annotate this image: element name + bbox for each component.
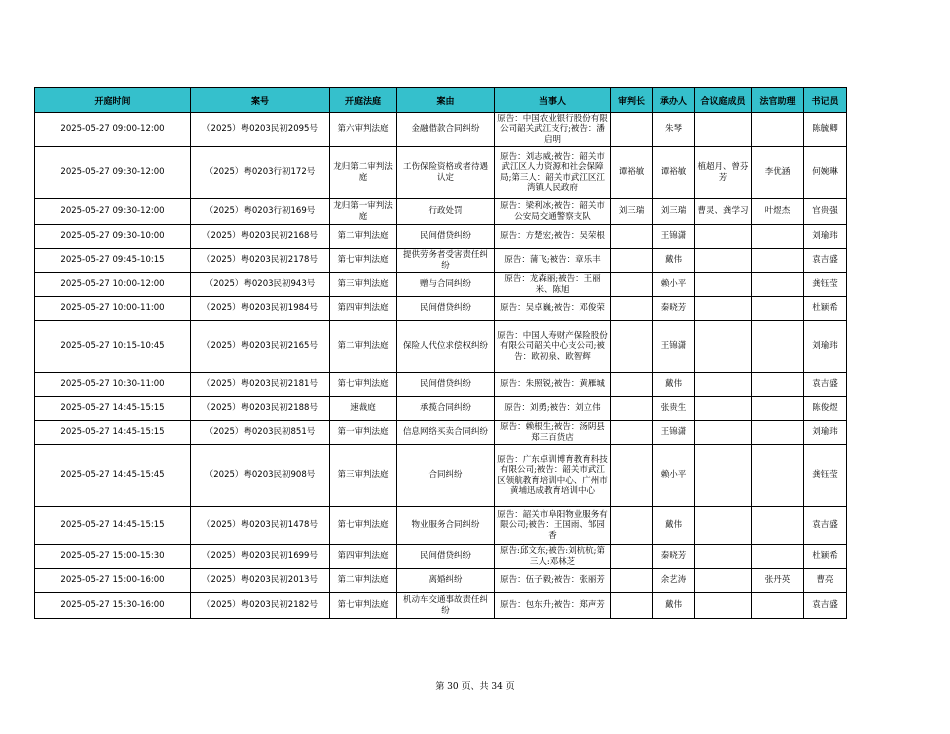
judge-assistant-cell [752,113,804,147]
hearing-time-cell: 2025-05-27 09:45-10:15 [35,249,191,273]
panel-members-cell [695,421,752,445]
cause-cell: 民间借贷纠纷 [397,373,495,397]
chief-judge-cell [611,249,653,273]
courtroom-cell: 第二审判法庭 [330,569,397,593]
cause-cell: 承揽合同纠纷 [397,397,495,421]
handler-cell: 刘三瑞 [653,199,695,225]
parties-cell: 原告：龙森丽;被告：王丽米、陈旭 [495,273,611,297]
courtroom-cell: 龙归第二审判法庭 [330,147,397,199]
judge-assistant-cell [752,593,804,619]
handler-cell: 王锦潇 [653,225,695,249]
table-row [35,545,847,569]
handler-cell: 秦晓芳 [653,297,695,321]
cause-cell: 金融借款合同纠纷 [397,113,495,147]
case-number-cell: （2025）粤0203民初1984号 [191,297,330,321]
header-row [35,88,847,113]
panel-members-cell [695,593,752,619]
clerk-cell: 陈毓卿 [804,113,847,147]
cause-cell: 物业服务合同纠纷 [397,507,495,545]
hearing-schedule-table [34,87,847,619]
case-number-cell: （2025）粤0203行初169号 [191,199,330,225]
parties-cell: 原告：赖根生;被告：汤阴县郑三百货店 [495,421,611,445]
chief-judge-cell [611,421,653,445]
handler-cell: 王锦潇 [653,321,695,373]
cause-cell: 民间借贷纠纷 [397,545,495,569]
clerk-cell: 官贵强 [804,199,847,225]
case-number-cell: （2025）粤0203民初2188号 [191,397,330,421]
clerk-cell: 刘瑜玮 [804,321,847,373]
parties-cell: 原告：吴卓巍;被告：邓俊荣 [495,297,611,321]
parties-cell: 原告：刘勇;被告：刘立伟 [495,397,611,421]
parties-cell: 原告:邱文东;被告:刘杭杭;第三人:邓林芝 [495,545,611,569]
courtroom-cell: 龙归第一审判法庭 [330,199,397,225]
parties-cell: 原告：伍子毅;被告：张丽芳 [495,569,611,593]
parties-cell: 原告：梁利冰;被告：韶关市公安局交通警察支队 [495,199,611,225]
panel-members-cell [695,545,752,569]
clerk-cell: 杜颖希 [804,297,847,321]
parties-cell: 原告：包东升;被告：郑声芳 [495,593,611,619]
table-row [35,421,847,445]
parties-cell: 原告：广东卓训博育教育科技有限公司;被告：韶关市武江区领航教育培训中心、广州市黄埔迅成教育培训中心 [495,445,611,507]
clerk-cell: 龚钰莹 [804,445,847,507]
chief-judge-cell [611,569,653,593]
panel-members-cell [695,445,752,507]
case-number-cell: （2025）粤0203民初2168号 [191,225,330,249]
hearing-time-cell: 2025-05-27 15:00-16:00 [35,569,191,593]
hearing-time-cell: 2025-05-27 10:00-12:00 [35,273,191,297]
judge-assistant-cell: 李优涵 [752,147,804,199]
chief-judge-cell [611,297,653,321]
judge-assistant-cell [752,297,804,321]
col-chief-judge-header: 审判长 [611,88,653,113]
courtroom-cell: 第二审判法庭 [330,321,397,373]
parties-cell: 原告：刘志威;被告：韶关市武江区人力资源和社会保障局;第三人：韶关市武江区江湾镇人民政府 [495,147,611,199]
hearing-time-cell: 2025-05-27 09:00-12:00 [35,113,191,147]
courtroom-cell: 第七审判法庭 [330,373,397,397]
courtroom-cell: 第四审判法庭 [330,545,397,569]
table-row [35,249,847,273]
col-case-number-header: 案号 [191,88,330,113]
parties-cell: 原告：中国人寿财产保险股份有限公司韶关中心支公司;被告：欧初泉、欧智辉 [495,321,611,373]
judge-assistant-cell [752,397,804,421]
panel-members-cell [695,249,752,273]
judge-assistant-cell [752,273,804,297]
parties-cell: 原告：韶关市阜阳物业服务有限公司;被告：王国雨、邹园香 [495,507,611,545]
handler-cell: 戴伟 [653,373,695,397]
handler-cell: 赖小平 [653,445,695,507]
case-number-cell: （2025）粤0203民初1699号 [191,545,330,569]
judge-assistant-cell [752,225,804,249]
chief-judge-cell [611,397,653,421]
panel-members-cell [695,397,752,421]
chief-judge-cell [611,321,653,373]
judge-assistant-cell [752,373,804,397]
hearing-time-cell: 2025-05-27 14:45-15:15 [35,397,191,421]
judge-assistant-cell [752,545,804,569]
panel-members-cell [695,225,752,249]
chief-judge-cell [611,273,653,297]
col-clerk-header: 书记员 [804,88,847,113]
col-hearing-time-header: 开庭时间 [35,88,191,113]
case-number-cell: （2025）粤0203民初943号 [191,273,330,297]
case-number-cell: （2025）粤0203民初908号 [191,445,330,507]
chief-judge-cell [611,507,653,545]
cause-cell: 赠与合同纠纷 [397,273,495,297]
clerk-cell: 袁吉盛 [804,507,847,545]
clerk-cell: 刘瑜玮 [804,225,847,249]
col-cause-header: 案由 [397,88,495,113]
chief-judge-cell [611,113,653,147]
chief-judge-cell [611,593,653,619]
cause-cell: 合同纠纷 [397,445,495,507]
handler-cell: 朱琴 [653,113,695,147]
clerk-cell: 曹亮 [804,569,847,593]
judge-assistant-cell [752,507,804,545]
clerk-cell: 何婉琳 [804,147,847,199]
cause-cell: 信息网络买卖合同纠纷 [397,421,495,445]
courtroom-cell: 第六审判法庭 [330,113,397,147]
cause-cell: 民间借贷纠纷 [397,225,495,249]
table-row [35,297,847,321]
cause-cell: 离婚纠纷 [397,569,495,593]
col-judge-assistant-header: 法官助理 [752,88,804,113]
table-row [35,593,847,619]
courtroom-cell: 第三审判法庭 [330,273,397,297]
hearing-time-cell: 2025-05-27 15:30-16:00 [35,593,191,619]
case-number-cell: （2025）粤0203民初2165号 [191,321,330,373]
table-row [35,225,847,249]
table-row [35,113,847,147]
table-row [35,273,847,297]
case-number-cell: （2025）粤0203民初2013号 [191,569,330,593]
panel-members-cell [695,297,752,321]
courtroom-cell: 第七审判法庭 [330,249,397,273]
judge-assistant-cell [752,249,804,273]
table-row [35,321,847,373]
cause-cell: 行政处罚 [397,199,495,225]
panel-members-cell: 植超月、曾芬芳 [695,147,752,199]
hearing-time-cell: 2025-05-27 15:00-15:30 [35,545,191,569]
handler-cell: 戴伟 [653,593,695,619]
hearing-time-cell: 2025-05-27 10:00-11:00 [35,297,191,321]
case-number-cell: （2025）粤0203民初851号 [191,421,330,445]
panel-members-cell [695,113,752,147]
clerk-cell: 杜颖希 [804,545,847,569]
col-courtroom-header: 开庭法庭 [330,88,397,113]
parties-cell: 原告：中国农业银行股份有限公司韶关武江支行;被告：潘启明 [495,113,611,147]
clerk-cell: 刘瑜玮 [804,421,847,445]
clerk-cell: 陈俊煜 [804,397,847,421]
table-row [35,397,847,421]
hearing-time-cell: 2025-05-27 14:45-15:15 [35,507,191,545]
clerk-cell: 袁吉盛 [804,373,847,397]
case-number-cell: （2025）粤0203民初2095号 [191,113,330,147]
col-handler-header: 承办人 [653,88,695,113]
panel-members-cell: 曹灵、龚学习 [695,199,752,225]
col-panel-members-header: 合议庭成员 [695,88,752,113]
parties-cell: 原告：朱照锐;被告：黄雁城 [495,373,611,397]
hearing-time-cell: 2025-05-27 14:45-15:45 [35,445,191,507]
chief-judge-cell [611,445,653,507]
hearing-time-cell: 2025-05-27 10:30-11:00 [35,373,191,397]
panel-members-cell [695,321,752,373]
courtroom-cell: 第二审判法庭 [330,225,397,249]
cause-cell: 民间借贷纠纷 [397,297,495,321]
handler-cell: 谭裕敏 [653,147,695,199]
hearing-time-cell: 2025-05-27 09:30-12:00 [35,199,191,225]
chief-judge-cell [611,225,653,249]
courtroom-cell: 第七审判法庭 [330,507,397,545]
courtroom-cell: 第一审判法庭 [330,421,397,445]
judge-assistant-cell: 叶煜杰 [752,199,804,225]
case-number-cell: （2025）粤0203民初1478号 [191,507,330,545]
handler-cell: 戴伟 [653,249,695,273]
cause-cell: 工伤保险资格或者待遇认定 [397,147,495,199]
hearing-time-cell: 2025-05-27 09:30-12:00 [35,147,191,199]
panel-members-cell [695,507,752,545]
cause-cell: 提供劳务者受害责任纠纷 [397,249,495,273]
parties-cell: 原告：蒲飞;被告：章乐丰 [495,249,611,273]
judge-assistant-cell: 张丹英 [752,569,804,593]
panel-members-cell [695,273,752,297]
handler-cell: 秦晓芳 [653,545,695,569]
courtroom-cell: 速裁庭 [330,397,397,421]
chief-judge-cell [611,545,653,569]
table-body [35,113,847,619]
clerk-cell: 龚钰莹 [804,273,847,297]
judge-assistant-cell [752,321,804,373]
hearing-time-cell: 2025-05-27 14:45-15:15 [35,421,191,445]
hearing-time-cell: 2025-05-27 09:30-10:00 [35,225,191,249]
courtroom-cell: 第三审判法庭 [330,445,397,507]
handler-cell: 余艺涛 [653,569,695,593]
table-row [35,199,847,225]
table-row [35,569,847,593]
table-row [35,373,847,397]
panel-members-cell [695,569,752,593]
judge-assistant-cell [752,421,804,445]
handler-cell: 赖小平 [653,273,695,297]
chief-judge-cell: 谭裕敏 [611,147,653,199]
courtroom-cell: 第七审判法庭 [330,593,397,619]
cause-cell: 保险人代位求偿权纠纷 [397,321,495,373]
chief-judge-cell [611,373,653,397]
case-number-cell: （2025）粤0203民初2181号 [191,373,330,397]
hearing-schedule-table-wrap [34,87,846,619]
table-row [35,507,847,545]
parties-cell: 原告：方楚宏;被告：吴荣根 [495,225,611,249]
case-number-cell: （2025）粤0203民初2182号 [191,593,330,619]
handler-cell: 王锦潇 [653,421,695,445]
table-row [35,147,847,199]
case-number-cell: （2025）粤0203行初172号 [191,147,330,199]
clerk-cell: 袁吉盛 [804,249,847,273]
handler-cell: 戴伟 [653,507,695,545]
page-footer: 第 30 页、共 34 页 [435,682,515,692]
clerk-cell: 袁吉盛 [804,593,847,619]
cause-cell: 机动车交通事故责任纠纷 [397,593,495,619]
chief-judge-cell: 刘三瑞 [611,199,653,225]
panel-members-cell [695,373,752,397]
judge-assistant-cell [752,445,804,507]
col-parties-header: 当事人 [495,88,611,113]
table-row [35,445,847,507]
hearing-time-cell: 2025-05-27 10:15-10:45 [35,321,191,373]
handler-cell: 张贵生 [653,397,695,421]
case-number-cell: （2025）粤0203民初2178号 [191,249,330,273]
courtroom-cell: 第四审判法庭 [330,297,397,321]
